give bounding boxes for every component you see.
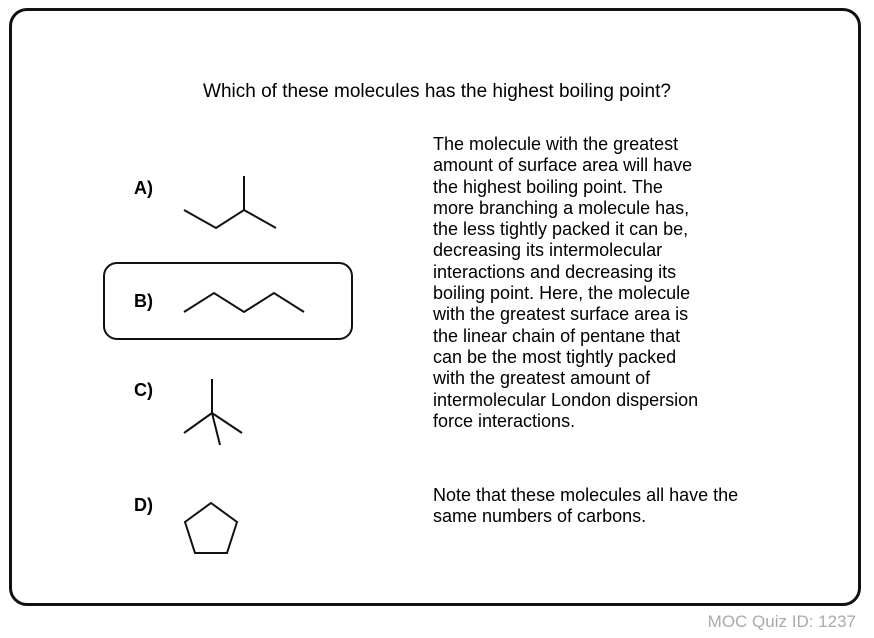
- note-text: Note that these molecules all have the same numbers of carbons.: [433, 485, 739, 526]
- option-a-label[interactable]: A): [134, 178, 153, 198]
- question-text: Which of these molecules has the highest boiling point?: [203, 81, 671, 102]
- linear-chain-icon[interactable]: [180, 285, 310, 320]
- branched-alkane-icon[interactable]: [180, 170, 280, 235]
- option-b-label[interactable]: B): [134, 291, 153, 311]
- option-d-label[interactable]: D): [134, 495, 153, 515]
- neopentane-icon[interactable]: [180, 375, 250, 450]
- quiz-id-label: MOC Quiz ID: 1237: [707, 612, 856, 631]
- explanation-text: The molecule with the greatest amount of surface area will have the highest boiling point. The more branching a molecule has, the less tightly packed it can be, decreasing its intermolecular interactions and decreasing its boiling point. Here, the molecule with the greatest surface area is the linear chain of pentane that can be the most tightly packed with the greatest amount of intermolecular London dispersion force interactions.: [433, 134, 699, 431]
- cyclopentane-icon[interactable]: [180, 500, 242, 558]
- option-c-label[interactable]: C): [134, 380, 153, 400]
